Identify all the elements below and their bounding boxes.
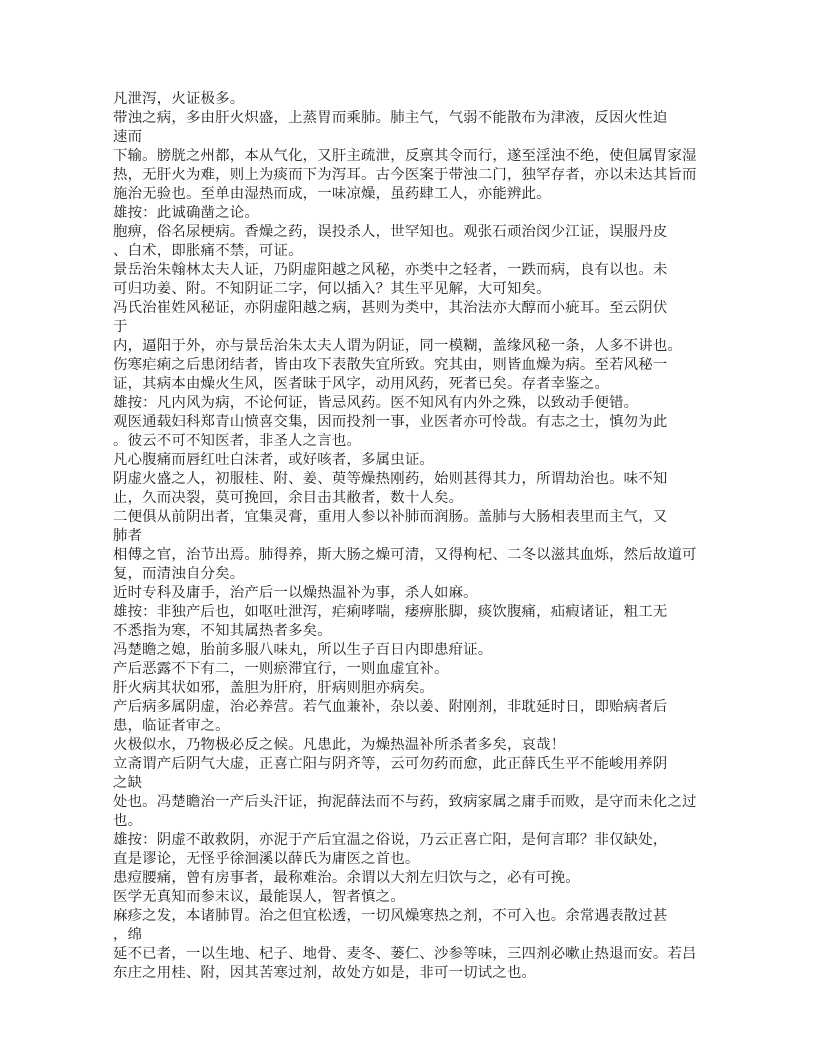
- text-line: 速而: [113, 129, 143, 145]
- text-line: 胞痹，俗名尿梗病。香燥之药，误投杀人，世罕知也。观张石顽治闵少江证，误服丹皮: [113, 224, 668, 240]
- text-line: 热，无肝火为难，则上为痰而下为泻耳。古今医案于带浊二门，独罕存者，亦以未达其旨而: [113, 167, 697, 183]
- text-line: 也。: [113, 813, 143, 829]
- text-line: 麻疹之发，本诸肺胃。治之但宜松透，一切风燥寒热之剂，不可入也。余常遇表散过甚: [113, 908, 668, 924]
- text-line: 患，临证者审之。: [113, 718, 230, 734]
- text-line: 复，而清浊自分矣。: [113, 566, 245, 582]
- text-line: 冯楚瞻之媳，胎前多服八味丸，所以生子百日内即患疳证。: [113, 642, 493, 658]
- text-line: 可归功姜、附。不知阴证二字，何以插入？其生平见解，大可知矣。: [113, 281, 551, 297]
- document-text-block: [113, 90, 705, 983]
- text-line: 证，其病本由燥火生风，医者昧于风字，动用风药，死者已矣。存者幸鉴之。: [113, 376, 610, 392]
- text-line: 患痘腰痛，曾有房事者，最称难治。余谓以大剂左归饮与之，必有可挽。: [113, 870, 580, 886]
- text-line: 凡泄泻，火证极多。: [113, 91, 245, 107]
- text-line: 直是谬论，无怪乎徐洄溪以薛氏为庸医之首也。: [113, 851, 420, 867]
- text-line: 二便俱从前阴出者，宜集灵膏，重用人参以补肺而润肠。盖肺与大肠相表里而主气，又: [113, 509, 668, 525]
- text-line: 冯氏治崔姓风秘证，亦阴虚阳越之病，甚则为类中，其治法亦大醇而小疵耳。至云阴伏: [113, 300, 668, 316]
- text-line: 内，逼阳于外，亦与景岳治朱太夫人谓为阴证，同一模糊，盖缘风秘一条，人多不讲也。: [113, 338, 683, 354]
- text-line: 雄按：凡内风为病，不论何证，皆忌风药。医不知风有内外之殊，以致动手便错。: [113, 395, 639, 411]
- text-line: 肺者: [113, 528, 143, 544]
- text-line: 施治无验也。至单由湿热而成，一味凉燥，虽药肆工人，亦能辨此。: [113, 186, 551, 202]
- text-line: 阴虚火盛之人，初服桂、附、姜、萸等燥热刚药，始则甚得其力，所谓劫治也。味不知: [113, 471, 668, 487]
- text-line: 于: [113, 319, 128, 335]
- text-line: 景岳治朱翰林太夫人证，乃阴虚阳越之风秘，亦类中之轻者，一跌而病，良有以也。未: [113, 262, 668, 278]
- text-line: 产后病多属阴虚，治必养营。若气血兼补，杂以姜、附刚剂，非耽延时日，即贻病者后: [113, 699, 668, 715]
- text-line: 东庄之用桂、附，因其苦寒过剂，故处方如是，非可一切试之也。: [113, 965, 537, 981]
- text-line: 伤寒疟痢之后患闭结者，皆由攻下表散失宜所致。究其由，则皆血燥为病。至若风秘一: [113, 357, 668, 373]
- text-line: 雄按：阴虚不敢救阴，亦泥于产后宜温之俗说，乃云正喜亡阳，是何言耶？非仅缺处，: [113, 832, 668, 848]
- text-line: 雄按：非独产后也，如呕吐泄泻，疟痢哮喘，痿痹胀脚，痰饮腹痛，疝瘕诸证，粗工无: [113, 604, 668, 620]
- text-line: 凡心腹痛而唇红吐白沫者，或好咳者，多属虫证。: [113, 452, 434, 468]
- text-line: 延不已者，一以生地、杞子、地骨、麦冬、蒌仁、沙参等味，三四剂必嗽止热退而安。若吕: [113, 946, 697, 962]
- text-line: 带浊之病，多由肝火炽盛，上蒸胃而乘肺。肺主气，气弱不能散布为津液，反因火性迫: [113, 110, 668, 126]
- text-line: 止，久而决裂，莫可挽回，余目击其敝者，数十人矣。: [113, 490, 464, 506]
- text-line: 、白术，即胀痛不禁，可证。: [113, 243, 303, 259]
- text-line: 医学无真知而参末议，最能误人，智者慎之。: [113, 889, 405, 905]
- text-line: 不悉指为寒，不知其属热者多矣。: [113, 623, 332, 639]
- text-line: 观医通载妇科郑青山愤喜交集，因而投剂一事，业医者亦可怜哉。有志之士，慎勿为此: [113, 414, 668, 430]
- text-line: 火极似水，乃物极必反之候。凡患此，为燥热温补所杀者多矣，哀哉！: [113, 737, 566, 753]
- text-line: 立斋谓产后阴气大虚，正喜亡阳与阴齐等，云可勿药而愈，此正薛氏生平不能峻用养阴: [113, 756, 668, 772]
- text-line: 之缺: [113, 775, 143, 791]
- text-line: 产后恶露不下有二，一则瘀滞宜行，一则血虚宜补。: [113, 661, 449, 677]
- text-line: 雄按：此诚确凿之论。: [113, 205, 259, 221]
- text-line: ，绵: [113, 927, 143, 943]
- text-line: 下输。膀胱之州都，本从气化，又肝主疏泄，反禀其令而行，遂至淫浊不绝，使但属胃家湿: [113, 148, 697, 164]
- text-line: 相傅之官，治节出焉。肺得养，斯大肠之燥可清，又得枸杞、二冬以滋其血烁，然后故道可: [113, 547, 697, 563]
- text-line: 近时专科及庸手，治产后一以燥热温补为事，杀人如麻。: [113, 585, 478, 601]
- text-line: 。彼云不可不知医者，非圣人之言也。: [113, 433, 362, 449]
- text-line: 肝火病其状如邪，盖胆为肝府，肝病则胆亦病矣。: [113, 680, 434, 696]
- text-line: 处也。冯楚瞻治一产后头汗证，拘泥薛法而不与药，致病家属之庸手而败，是守而未化之过: [113, 794, 697, 810]
